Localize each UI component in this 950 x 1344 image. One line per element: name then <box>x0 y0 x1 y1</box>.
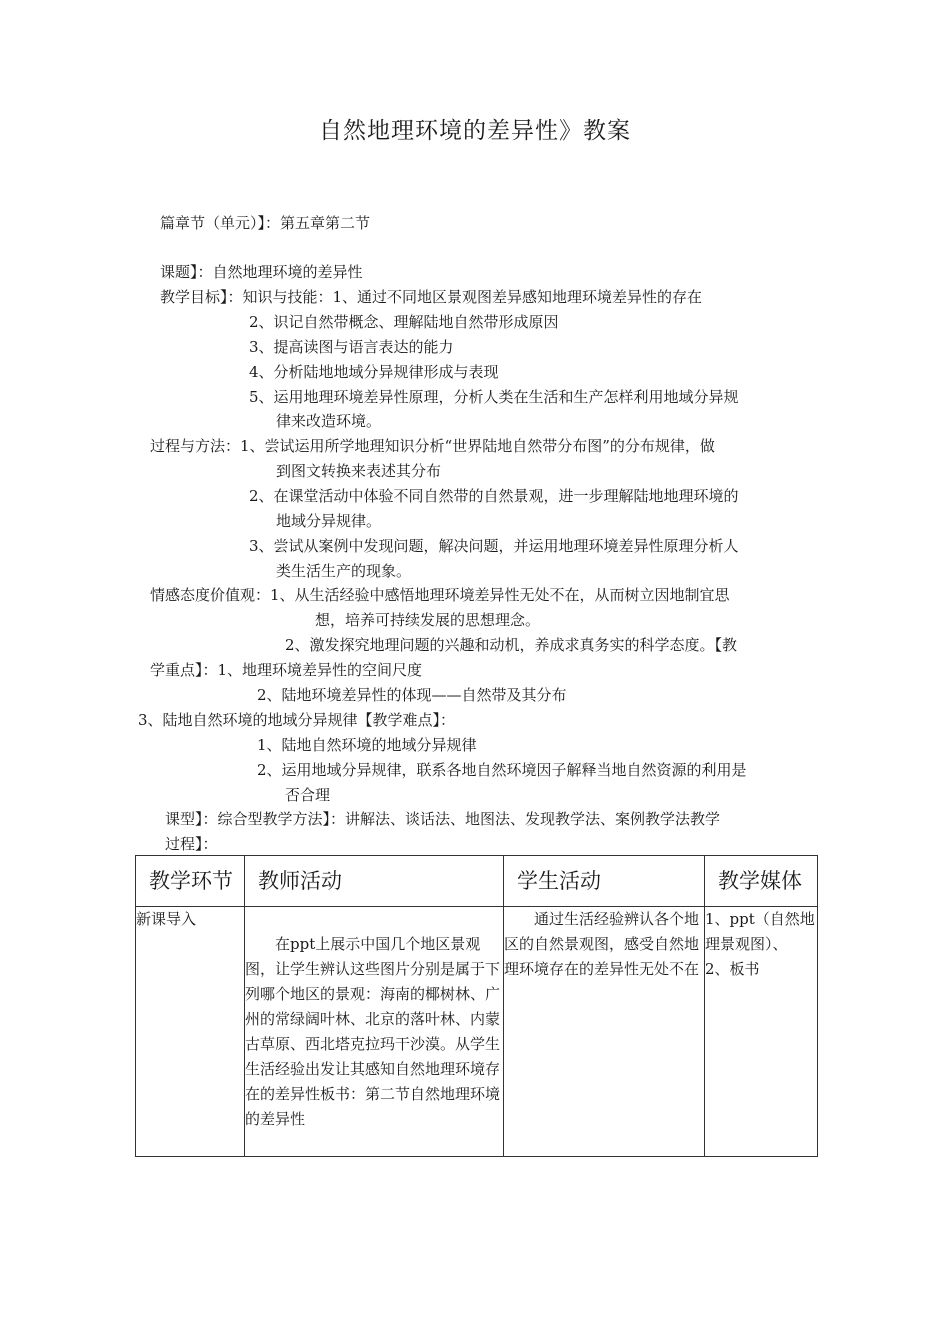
process-item: 3、尝试从案例中发现问题，解决问题，并运用地理环境差异性原理分析人 <box>249 537 739 555</box>
objective-item: 4、分析陆地地域分异规律形成与表现 <box>249 363 499 381</box>
lesson-type-line: 课型】：综合型教学方法】：讲解法、谈话法、地图法、发现教学法、案例教学法教学 <box>165 810 721 828</box>
process-item-cont: 到图文转换来表述其分布 <box>276 462 442 480</box>
objective-item: 2、识记自然带概念、理解陆地自然带形成原因 <box>249 313 559 331</box>
process-item: 2、在课堂活动中体验不同自然带的自然景观，进一步理解陆地地理环境的 <box>249 487 739 505</box>
attitude-item-cont: 想，培养可持续发展的思想理念。 <box>315 611 541 629</box>
key-point-item: 3、陆地自然环境的地域分异规律【教学难点】： <box>138 711 456 729</box>
document-title: 自然地理环境的差异性》教案 <box>319 118 631 144</box>
objective-item-cont: 律来改造环境。 <box>276 412 382 430</box>
teacher-activity-text: 在ppt上展示中国几个地区景观图，让学生辨认这些图片分别是属于下列哪个地区的景观：海南的椰树林、广州的常绿阔叶林、北京的落叶林、内蒙古草原、西北塔克拉玛干沙漠。从学生生活经验出发让其感知自然地理环境存在的差异性板书：第二节自然地理环境的差异性 <box>245 935 501 1128</box>
media-item: 2、板书 <box>705 960 760 978</box>
table-row <box>136 907 818 1157</box>
student-activity-cell <box>504 907 705 1157</box>
lesson-process-line: 过程】： <box>165 835 218 853</box>
table-header-row <box>136 856 818 907</box>
student-activity-text: 通过生活经验辨认各个地区的自然景观图，感受自然地理环境存在的差异性无处不在 <box>504 910 700 978</box>
key-point-item: 2、陆地环境差异性的体现——自然带及其分布 <box>257 686 567 704</box>
header-stage: 教学环节 <box>136 856 245 907</box>
stage-cell: 新课导入 <box>136 907 245 1157</box>
header-student-activity: 学生活动 <box>504 856 705 907</box>
header-teacher-activity: 教师活动 <box>245 856 504 907</box>
objective-item: 5、运用地理环境差异性原理，分析人类在生活和生产怎样利用地域分异规 <box>249 388 739 406</box>
media-item: 1、ppt（自然地理景观图）、 <box>705 910 815 953</box>
attitude-line: 情感态度价值观：1、从生活经验中感悟地理环境差异性无处不在，从而树立因地制宜思 <box>150 586 730 604</box>
difficulty-item-cont: 否合理 <box>285 786 331 804</box>
topic-line: 课题】：自然地理环境的差异性 <box>160 263 363 281</box>
chapter-line: 篇章节（单元）】：第五章第二节 <box>160 214 371 232</box>
key-points-line: 学重点】：1、地理环境差异性的空间尺度 <box>150 661 423 679</box>
process-item-cont: 地域分异规律。 <box>276 512 382 530</box>
objectives-line: 教学目标】：知识与技能：1、通过不同地区景观图差异感知地理环境差异性的存在 <box>160 288 703 306</box>
process-method-line: 过程与方法：1、尝试运用所学地理知识分析“世界陆地自然带分布图”的分布规律，做 <box>150 437 715 455</box>
process-item-cont: 类生活生产的现象。 <box>276 562 412 580</box>
objective-item: 3、提高读图与语言表达的能力 <box>249 338 454 356</box>
difficulty-item: 1、陆地自然环境的地域分异规律 <box>257 736 477 754</box>
header-media: 教学媒体 <box>705 856 818 907</box>
difficulty-item: 2、运用地域分异规律，联系各地自然环境因子解释当地自然资源的利用是 <box>257 761 747 779</box>
media-cell <box>705 907 818 1157</box>
teacher-activity-cell <box>245 907 504 1157</box>
attitude-item: 2、激发探究地理问题的兴趣和动机，养成求真务实的科学态度。【教 <box>285 636 738 654</box>
lesson-plan-table <box>135 855 818 1157</box>
